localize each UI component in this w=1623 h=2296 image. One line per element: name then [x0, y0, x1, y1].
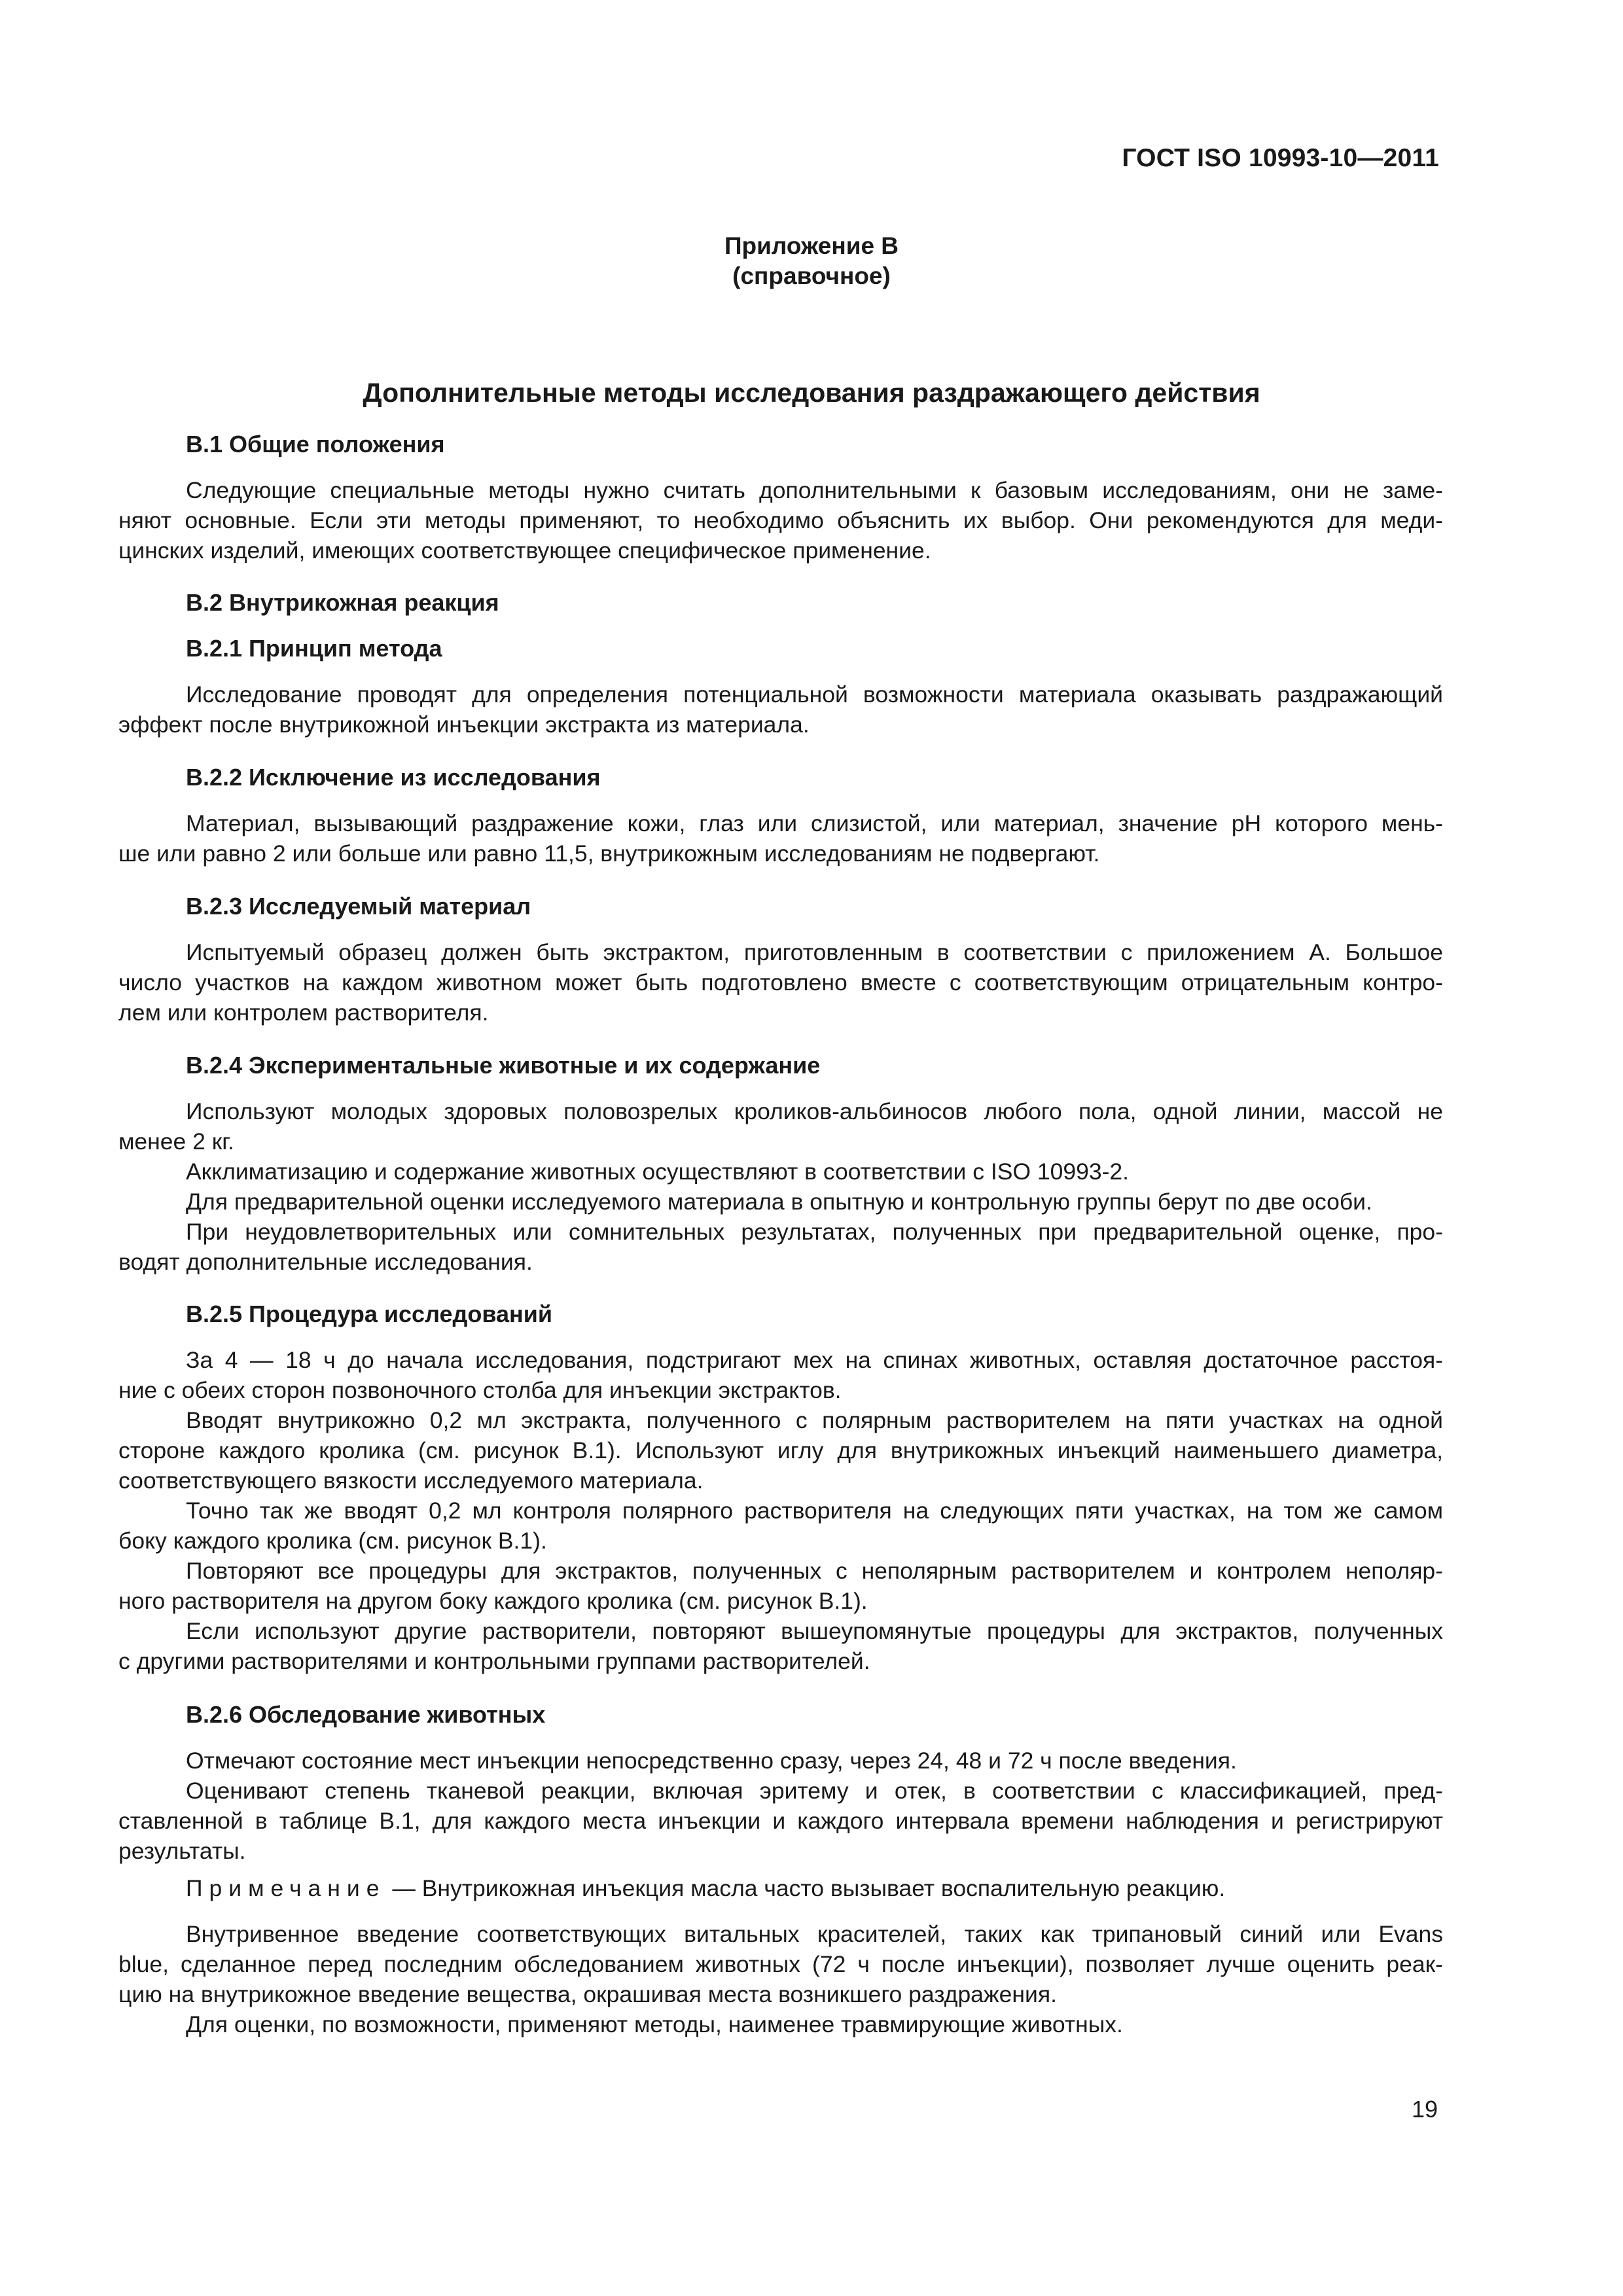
- text-line: Вводят внутрикожно 0,2 мл экстракта, полученного с полярным растворителем на пяти участках на одной: [186, 1407, 1443, 1433]
- text-line: эффект после внутрикожной инъекции экстракта из материала.: [118, 711, 810, 738]
- paragraph-b26: [118, 1746, 1443, 1866]
- text-line: Повторяют все процедуры для экстрактов, полученных с неполярным растворителем и контролем неполяр-: [186, 1558, 1443, 1584]
- text-line: лем или контролем растворителя.: [118, 999, 489, 1026]
- text-line: цинских изделий, имеющих соответствующее специфическое применение.: [118, 537, 931, 564]
- paragraph-b21: [118, 679, 1443, 740]
- note-text: — Внутрикожная инъекция масла часто вызывает воспалительную реакцию.: [385, 1875, 1226, 1901]
- text-line: Отмечают состояние мест инъекции непосредственно сразу, через 24, 48 и 72 ч после введения.: [186, 1748, 1237, 1774]
- standard-designation: ГОСТ ISO 10993-10—2011: [1122, 144, 1439, 172]
- text-line: стороне каждого кролика (см. рисунок В.1). Используют иглу для внутрикожных инъекций наименьшего диаметра,: [118, 1437, 1443, 1463]
- text-line: ного растворителя на другом боку каждого кролика (см. рисунок В.1).: [118, 1588, 868, 1614]
- text-line: Материал, вызывающий раздражение кожи, глаз или слизистой, или материал, значение pH которого мень-: [186, 810, 1443, 836]
- section-heading-b2: В.2 Внутрикожная реакция: [186, 589, 499, 616]
- text-line: менее 2 кг.: [118, 1128, 234, 1155]
- paragraph-after-note: [118, 1919, 1443, 2039]
- text-line: blue, сделанное перед последним обследованием животных (72 ч после инъекции), позволяет лучше оценить реак-: [118, 1951, 1443, 1977]
- section-heading-b23: В.2.3 Исследуемый материал: [186, 893, 531, 920]
- note-label: Примечание: [186, 1875, 386, 1901]
- paragraph-b24: [118, 1096, 1443, 1277]
- text-line: ше или равно 2 или больше или равно 11,5, внутрикожным исследованиям не подвергают.: [118, 840, 1100, 867]
- text-line: боку каждого кролика (см. рисунок В.1).: [118, 1528, 547, 1554]
- paragraph-b1: [118, 475, 1443, 565]
- text-line: цию на внутрикожное введение вещества, окрашивая места возникшего раздражения.: [118, 1981, 1057, 2007]
- text-line: водят дополнительные исследования.: [118, 1249, 533, 1275]
- text-line: Используют молодых здоровых половозрелых кроликов-альбиносов любого пола, одной линии, массой не: [186, 1098, 1443, 1124]
- text-line: Точно так же вводят 0,2 мл контроля полярного растворителя на следующих пяти участках, на том же самом: [186, 1498, 1443, 1524]
- section-heading-b21: В.2.1 Принцип метода: [186, 635, 442, 662]
- text-line: результаты.: [118, 1838, 246, 1864]
- page-number: 19: [1411, 2096, 1438, 2123]
- paragraph-b23: [118, 937, 1443, 1028]
- text-line: ставленной в таблице В.1, для каждого места инъекции и каждого интервала времени наблюдения и регистрируют: [118, 1808, 1443, 1834]
- paragraph-b25: [118, 1345, 1443, 1676]
- text-line: Оценивают степень тканевой реакции, включая эритему и отек, в соответствии с классификацией, пред-: [186, 1778, 1443, 1804]
- text-line: Для оценки, по возможности, применяют методы, наименее травмирующие животных.: [186, 2011, 1123, 2037]
- annex-kind: (справочное): [732, 262, 891, 289]
- annex-main-title: Дополнительные методы исследования раздражающего действия: [363, 378, 1260, 408]
- text-line: При неудовлетворительных или сомнительных результатах, полученных при предварительной оценке, про-: [186, 1219, 1443, 1245]
- text-line: Для предварительной оценки исследуемого материала в опытную и контрольную группы берут по две особи.: [186, 1189, 1372, 1215]
- text-line: За 4 — 18 ч до начала исследования, подстригают мех на спинах животных, оставляя достаточное расстоя-: [186, 1347, 1443, 1373]
- text-line: Исследование проводят для определения потенциальной возможности материала оказывать раздражающий: [186, 681, 1443, 708]
- note: [118, 1873, 1443, 1903]
- text-line: Испытуемый образец должен быть экстрактом, приготовленным в соответствии с приложением А. Большое: [186, 939, 1443, 965]
- paragraph-b22: [118, 808, 1443, 869]
- section-heading-b26: В.2.6 Обследование животных: [186, 1701, 546, 1728]
- text-line: няют основные. Если эти методы применяют, то необходимо объяснить их выбор. Они рекомендуются для меди-: [118, 507, 1443, 533]
- text-line: Внутривенное введение соответствующих витальных красителей, таких как трипановый синий или Evans: [186, 1921, 1443, 1947]
- section-heading-b25: В.2.5 Процедура исследований: [186, 1300, 553, 1327]
- text-line: Если используют другие растворители, повторяют вышеупомянутые процедуры для экстрактов, полученных: [186, 1618, 1443, 1644]
- section-heading-b1: В.1 Общие положения: [186, 431, 445, 457]
- text-line: с другими растворителями и контрольными группами растворителей.: [118, 1648, 870, 1674]
- annex-title: Приложение В: [724, 232, 899, 259]
- section-heading-b22: В.2.2 Исключение из исследования: [186, 764, 601, 791]
- text-line: число участков на каждом животном может быть подготовлено вместе с соответствующим отрицательным контро-: [118, 969, 1443, 996]
- note-line: [118, 1873, 1443, 1903]
- text-line: ние с обеих сторон позвоночного столба для инъекции экстрактов.: [118, 1377, 842, 1403]
- text-line: соответствующего вязкости исследуемого материала.: [118, 1467, 704, 1494]
- section-heading-b24: В.2.4 Экспериментальные животные и их содержание: [186, 1052, 821, 1079]
- text-line: Следующие специальные методы нужно считать дополнительными к базовым исследованиям, они не заме-: [186, 477, 1443, 503]
- text-line: Акклиматизацию и содержание животных осуществляют в соответствии с ISO 10993-2.: [186, 1158, 1129, 1185]
